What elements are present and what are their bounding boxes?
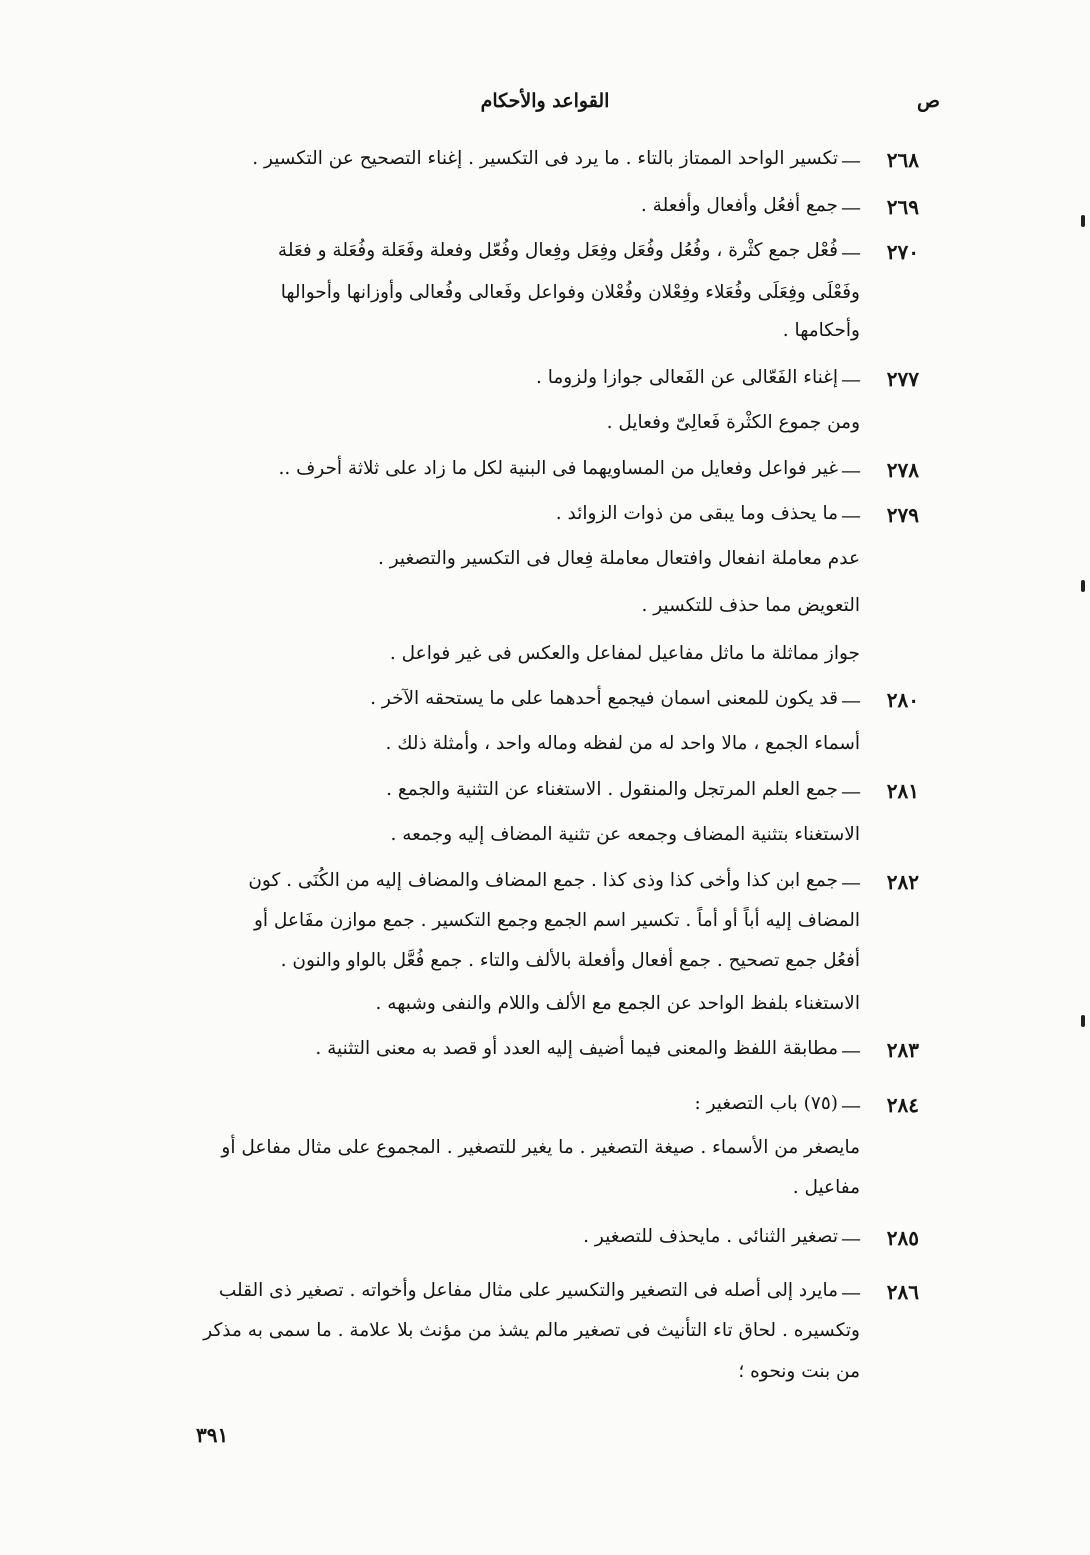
entry-line: مايصغر من الأسماء . صيغة التصغير . ما يغير للتصغير . المجموع على مثال مفاعل أو bbox=[221, 1137, 860, 1158]
entry-number: ٢٨٥ bbox=[886, 1226, 919, 1250]
scan-speck bbox=[1081, 1015, 1085, 1027]
entry-number: ٢٧٠ bbox=[886, 240, 919, 264]
entry-line: ما يحذف وما يبقى من ذوات الزوائد . bbox=[555, 503, 838, 524]
page-number: ٣٩١ bbox=[196, 1423, 229, 1447]
entry-line: المضاف إليه أباً أو أماً . تكسير اسم الجمع وجمع التكسير . جمع موازن مفَاعل أو bbox=[253, 910, 860, 931]
scan-speck bbox=[1081, 580, 1085, 592]
entry-number: ٢٨١ bbox=[886, 779, 919, 803]
entry-line: تصغير الثنائى . مايحذف للتصغير . bbox=[583, 1226, 838, 1247]
entry-line: مطابقة اللفظ والمعنى فيما أضيف إليه العدد أو قصد به معنى التثنية . bbox=[315, 1038, 838, 1059]
entry-line: فُعْل جمع كثْرة ، وفُعُل وفُعَل وفِعَل وفِعال وفُعّل وفعلة وفَعَلة وفُعَلة و فعَلة bbox=[277, 240, 838, 261]
entry-dash: — bbox=[841, 458, 861, 482]
entry-line: الاستغناء بتثنية المضاف وجمعه عن تثنية المضاف إليه وجمعه . bbox=[390, 824, 860, 845]
entry-dash: — bbox=[841, 1280, 861, 1304]
entry-line: عدم معاملة انفعال وافتعال معاملة فِعال فى التكسير والتصغير . bbox=[377, 548, 860, 569]
entry-number: ٢٨٢ bbox=[886, 870, 919, 894]
entry-line: جواز مماثلة ما ماثل مفاعيل لمفاعل والعكس فى غير فواعل . bbox=[389, 643, 860, 664]
entry-line: وفَعْلَى وفِعَلَى وفُعَلاء وفِعْلان وفُعْلان وفواعل وفَعالى وفُعالى وأوزانها وأحوالها bbox=[280, 282, 860, 303]
entry-dash: — bbox=[841, 367, 861, 391]
entry-dash: — bbox=[841, 148, 861, 172]
entry-dash: — bbox=[841, 688, 861, 712]
entry-line: أفعُل جمع تصحيح . جمع أفعال وأفعلة بالألف والتاء . جمع فُعَّل بالواو والنون . bbox=[280, 950, 860, 971]
entry-line: تكسير الواحد الممتاز بالتاء . ما يرد فى التكسير . إغناء التصحيح عن التكسير . bbox=[252, 148, 838, 169]
entry-dash: — bbox=[841, 503, 861, 527]
entry-line: ومن جموع الكثْرة فَعالِىّ وفعايل . bbox=[606, 412, 860, 433]
entry-number: ٢٨٣ bbox=[886, 1038, 919, 1062]
page-header-title: القواعد والأحكام bbox=[480, 90, 610, 112]
entry-dash: — bbox=[841, 195, 861, 219]
entry-line: جمع ابن كذا وأخى كذا وذى كذا . جمع المضاف والمضاف إليه من الكُنَى . كون bbox=[248, 870, 838, 891]
entry-line: مفاعيل . bbox=[792, 1177, 860, 1198]
entry-line: وتكسيره . لحاق تاء التأنيث فى تصغير مالم يشذ من مؤنث بلا علامة . ما سمى به مذكر bbox=[203, 1320, 860, 1341]
entry-line: الاستغناء بلفظ الواحد عن الجمع مع الألف واللام والنفى وشبهه . bbox=[375, 993, 860, 1014]
entry-dash: — bbox=[841, 1093, 861, 1117]
entry-line: مايرد إلى أصله فى التصغير والتكسير على مثال مفاعل وأخواته . تصغير ذى القلب bbox=[218, 1280, 838, 1301]
entry-line: أسماء الجمع ، مالا واحد له من لفظه وماله واحد ، وأمثلة ذلك . bbox=[385, 733, 860, 754]
entry-line: التعويض مما حذف للتكسير . bbox=[641, 595, 860, 616]
entry-dash: — bbox=[841, 240, 861, 264]
entry-line: غير فواعل وفعايل من المساويهما فى البنية لكل ما زاد على ثلاثة أحرف .. bbox=[278, 458, 838, 479]
entry-dash: — bbox=[841, 1038, 861, 1062]
entry-number: ٢٧٩ bbox=[886, 503, 919, 527]
entry-dash: — bbox=[841, 870, 861, 894]
entry-dash: — bbox=[841, 1226, 861, 1250]
entry-number: ٢٧٧ bbox=[886, 367, 919, 391]
entry-line: قد يكون للمعنى اسمان فيجمع أحدهما على ما يستحقه الآخر . bbox=[370, 688, 838, 709]
entry-number: ٢٨٤ bbox=[886, 1093, 919, 1117]
entry-dash: — bbox=[841, 779, 861, 803]
entry-line: وأحكامها . bbox=[782, 320, 860, 341]
entry-line: (٧٥) باب التصغير : bbox=[694, 1093, 838, 1114]
page-header-corner-label: ص bbox=[917, 90, 940, 112]
entry-line: جمع العلم المرتجل والمنقول . الاستغناء عن التثنية والجمع . bbox=[386, 779, 838, 800]
entry-line: إغناء الفَعّالى عن الفَعالى جوازا ولزوما . bbox=[536, 367, 838, 388]
entry-line: من بنت ونحوه ؛ bbox=[738, 1361, 860, 1382]
entry-number: ٢٦٩ bbox=[886, 195, 919, 219]
entry-number: ٢٧٨ bbox=[886, 458, 919, 482]
entry-number: ٢٦٨ bbox=[886, 148, 919, 172]
scan-speck bbox=[1081, 215, 1085, 227]
entry-number: ٢٨٦ bbox=[886, 1280, 919, 1304]
entry-line: جمع أفعُل وأفعال وأفعلة . bbox=[640, 195, 838, 216]
entry-number: ٢٨٠ bbox=[886, 688, 919, 712]
